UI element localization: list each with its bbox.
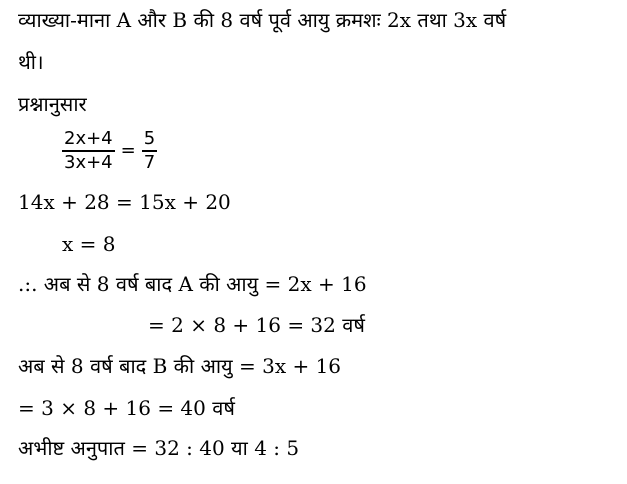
explanation-line-2: थी। [18,50,44,74]
solution-x: x = 8 [62,232,116,256]
age-a-result: = 2 × 8 + 16 = 32 वर्ष [148,313,365,337]
fraction-equation [62,128,157,174]
equation-line: 14x + 28 = 15x + 20 [18,190,231,214]
right-fraction [142,128,157,174]
equals-sign: = [120,139,136,161]
right-numerator: 5 [143,128,156,149]
left-denominator: 3x+4 [64,151,113,173]
right-denominator: 7 [143,151,156,173]
explanation-line-1: व्याख्या-माना A और B की 8 वर्ष पूर्व आयु क्रमशः 2x तथा 3x वर्ष [18,8,507,32]
required-ratio-line: अभीष्ट अनुपात = 32 : 40 या 4 : 5 [18,436,300,460]
age-b-line: अब से 8 वर्ष बाद B की आयु = 3x + 16 [18,354,342,378]
according-to-question-heading: प्रश्नानुसार [18,92,87,116]
left-numerator: 2x+4 [64,128,113,149]
left-fraction [62,128,115,174]
age-a-line: .:. अब से 8 वर्ष बाद A की आयु = 2x + 16 [18,272,367,296]
age-b-result: = 3 × 8 + 16 = 40 वर्ष [18,396,235,420]
